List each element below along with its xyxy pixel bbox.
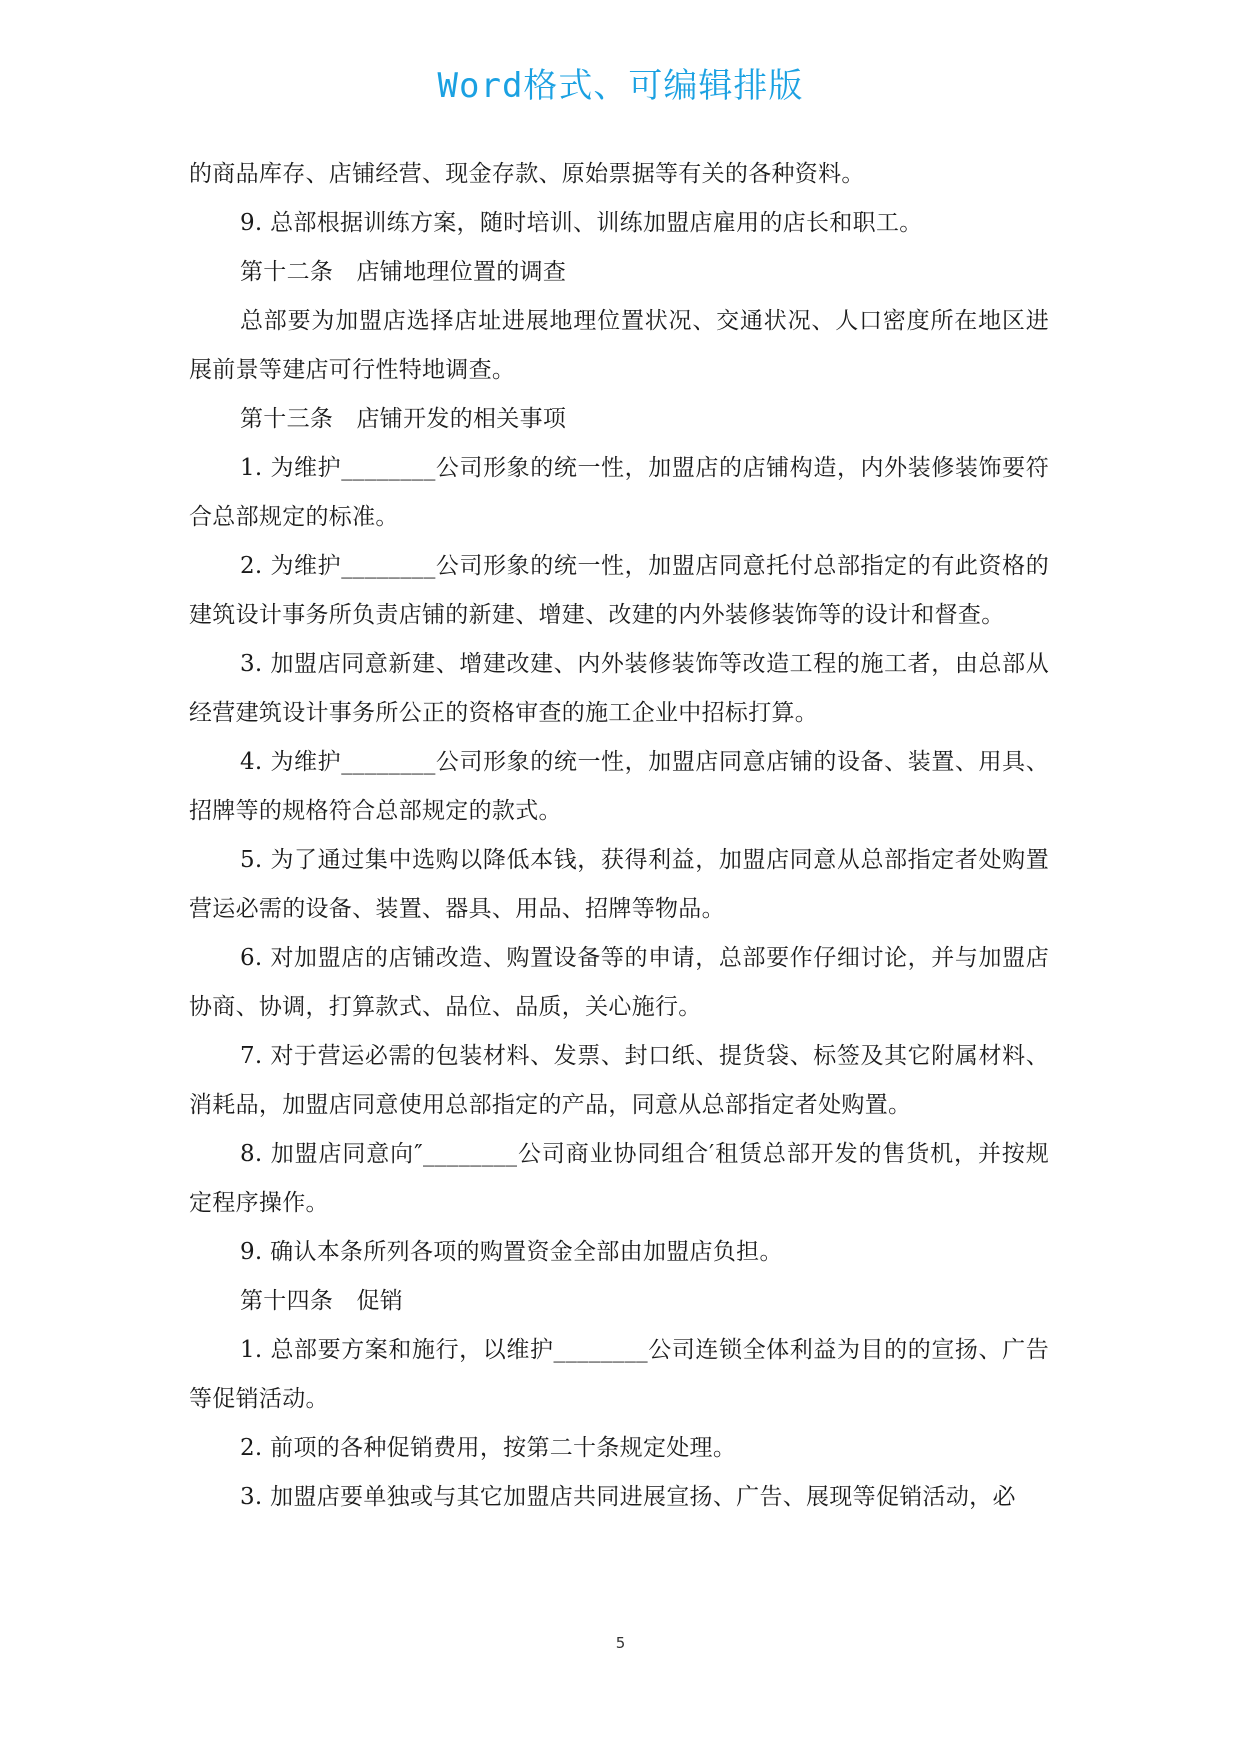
paragraph: 1. 为维护________公司形象的统一性，加盟店的店铺构造，内外装修装饰要符合总部规定的标准。	[189, 455, 1049, 530]
paragraph: 4. 为维护________公司形象的统一性，加盟店同意店铺的设备、装置、用具、招牌等的规格符合总部规定的款式。	[189, 749, 1049, 824]
paragraph: 总部要为加盟店选择店址进展地理位置状况、交通状况、人口密度所在地区进展前景等建店可行性特地调查。	[189, 308, 1049, 383]
page-number: 5	[615, 1634, 626, 1652]
paragraph: 7. 对于营运必需的包装材料、发票、封口纸、提货袋、标签及其它附属材料、消耗品，加盟店同意使用总部指定的产品，同意从总部指定者处购置。	[189, 1043, 1049, 1118]
paragraph: 1. 总部要方案和施行，以维护________公司连锁全体利益为目的的宣扬、广告等促销活动。	[189, 1337, 1049, 1412]
section-heading: 第十三条 店铺开发的相关事项	[240, 406, 567, 432]
paragraph: 9. 总部根据训练方案，随时培训、训练加盟店雇用的店长和职工。	[240, 210, 923, 236]
section-heading: 第十四条 促销	[240, 1288, 404, 1314]
paragraph: 3. 加盟店要单独或与其它加盟店共同进展宣扬、广告、展现等促销活动，必	[240, 1484, 1016, 1510]
paragraph: 5. 为了通过集中选购以降低本钱，获得利益，加盟店同意从总部指定者处购置营运必需的设备、装置、器具、用品、招牌等物品。	[189, 847, 1049, 922]
paragraph: 2. 为维护________公司形象的统一性，加盟店同意托付总部指定的有此资格的建筑设计事务所负责店铺的新建、增建、改建的内外装修装饰等的设计和督查。	[189, 553, 1049, 628]
paragraph: 6. 对加盟店的店铺改造、购置设备等的申请，总部要作仔细讨论，并与加盟店协商、协调，打算款式、品位、品质，关心施行。	[189, 945, 1049, 1020]
paragraph: 9. 确认本条所列各项的购置资金全部由加盟店负担。	[240, 1239, 783, 1265]
document-body	[189, 150, 1049, 1522]
section-heading: 第十二条 店铺地理位置的调查	[240, 259, 567, 285]
paragraph: 2. 前项的各种促销费用，按第二十条规定处理。	[240, 1435, 737, 1461]
document-header-title: Word格式、可编辑排版	[437, 66, 804, 106]
paragraph: 的商品库存、店铺经营、现金存款、原始票据等有关的各种资料。	[189, 161, 865, 187]
paragraph: 3. 加盟店同意新建、增建改建、内外装修装饰等改造工程的施工者，由总部从经营建筑设计事务所公正的资格审查的施工企业中招标打算。	[189, 651, 1049, 726]
paragraph: 8. 加盟店同意向″________公司商业协同组合′租赁总部开发的售货机，并按规定程序操作。	[189, 1141, 1049, 1216]
